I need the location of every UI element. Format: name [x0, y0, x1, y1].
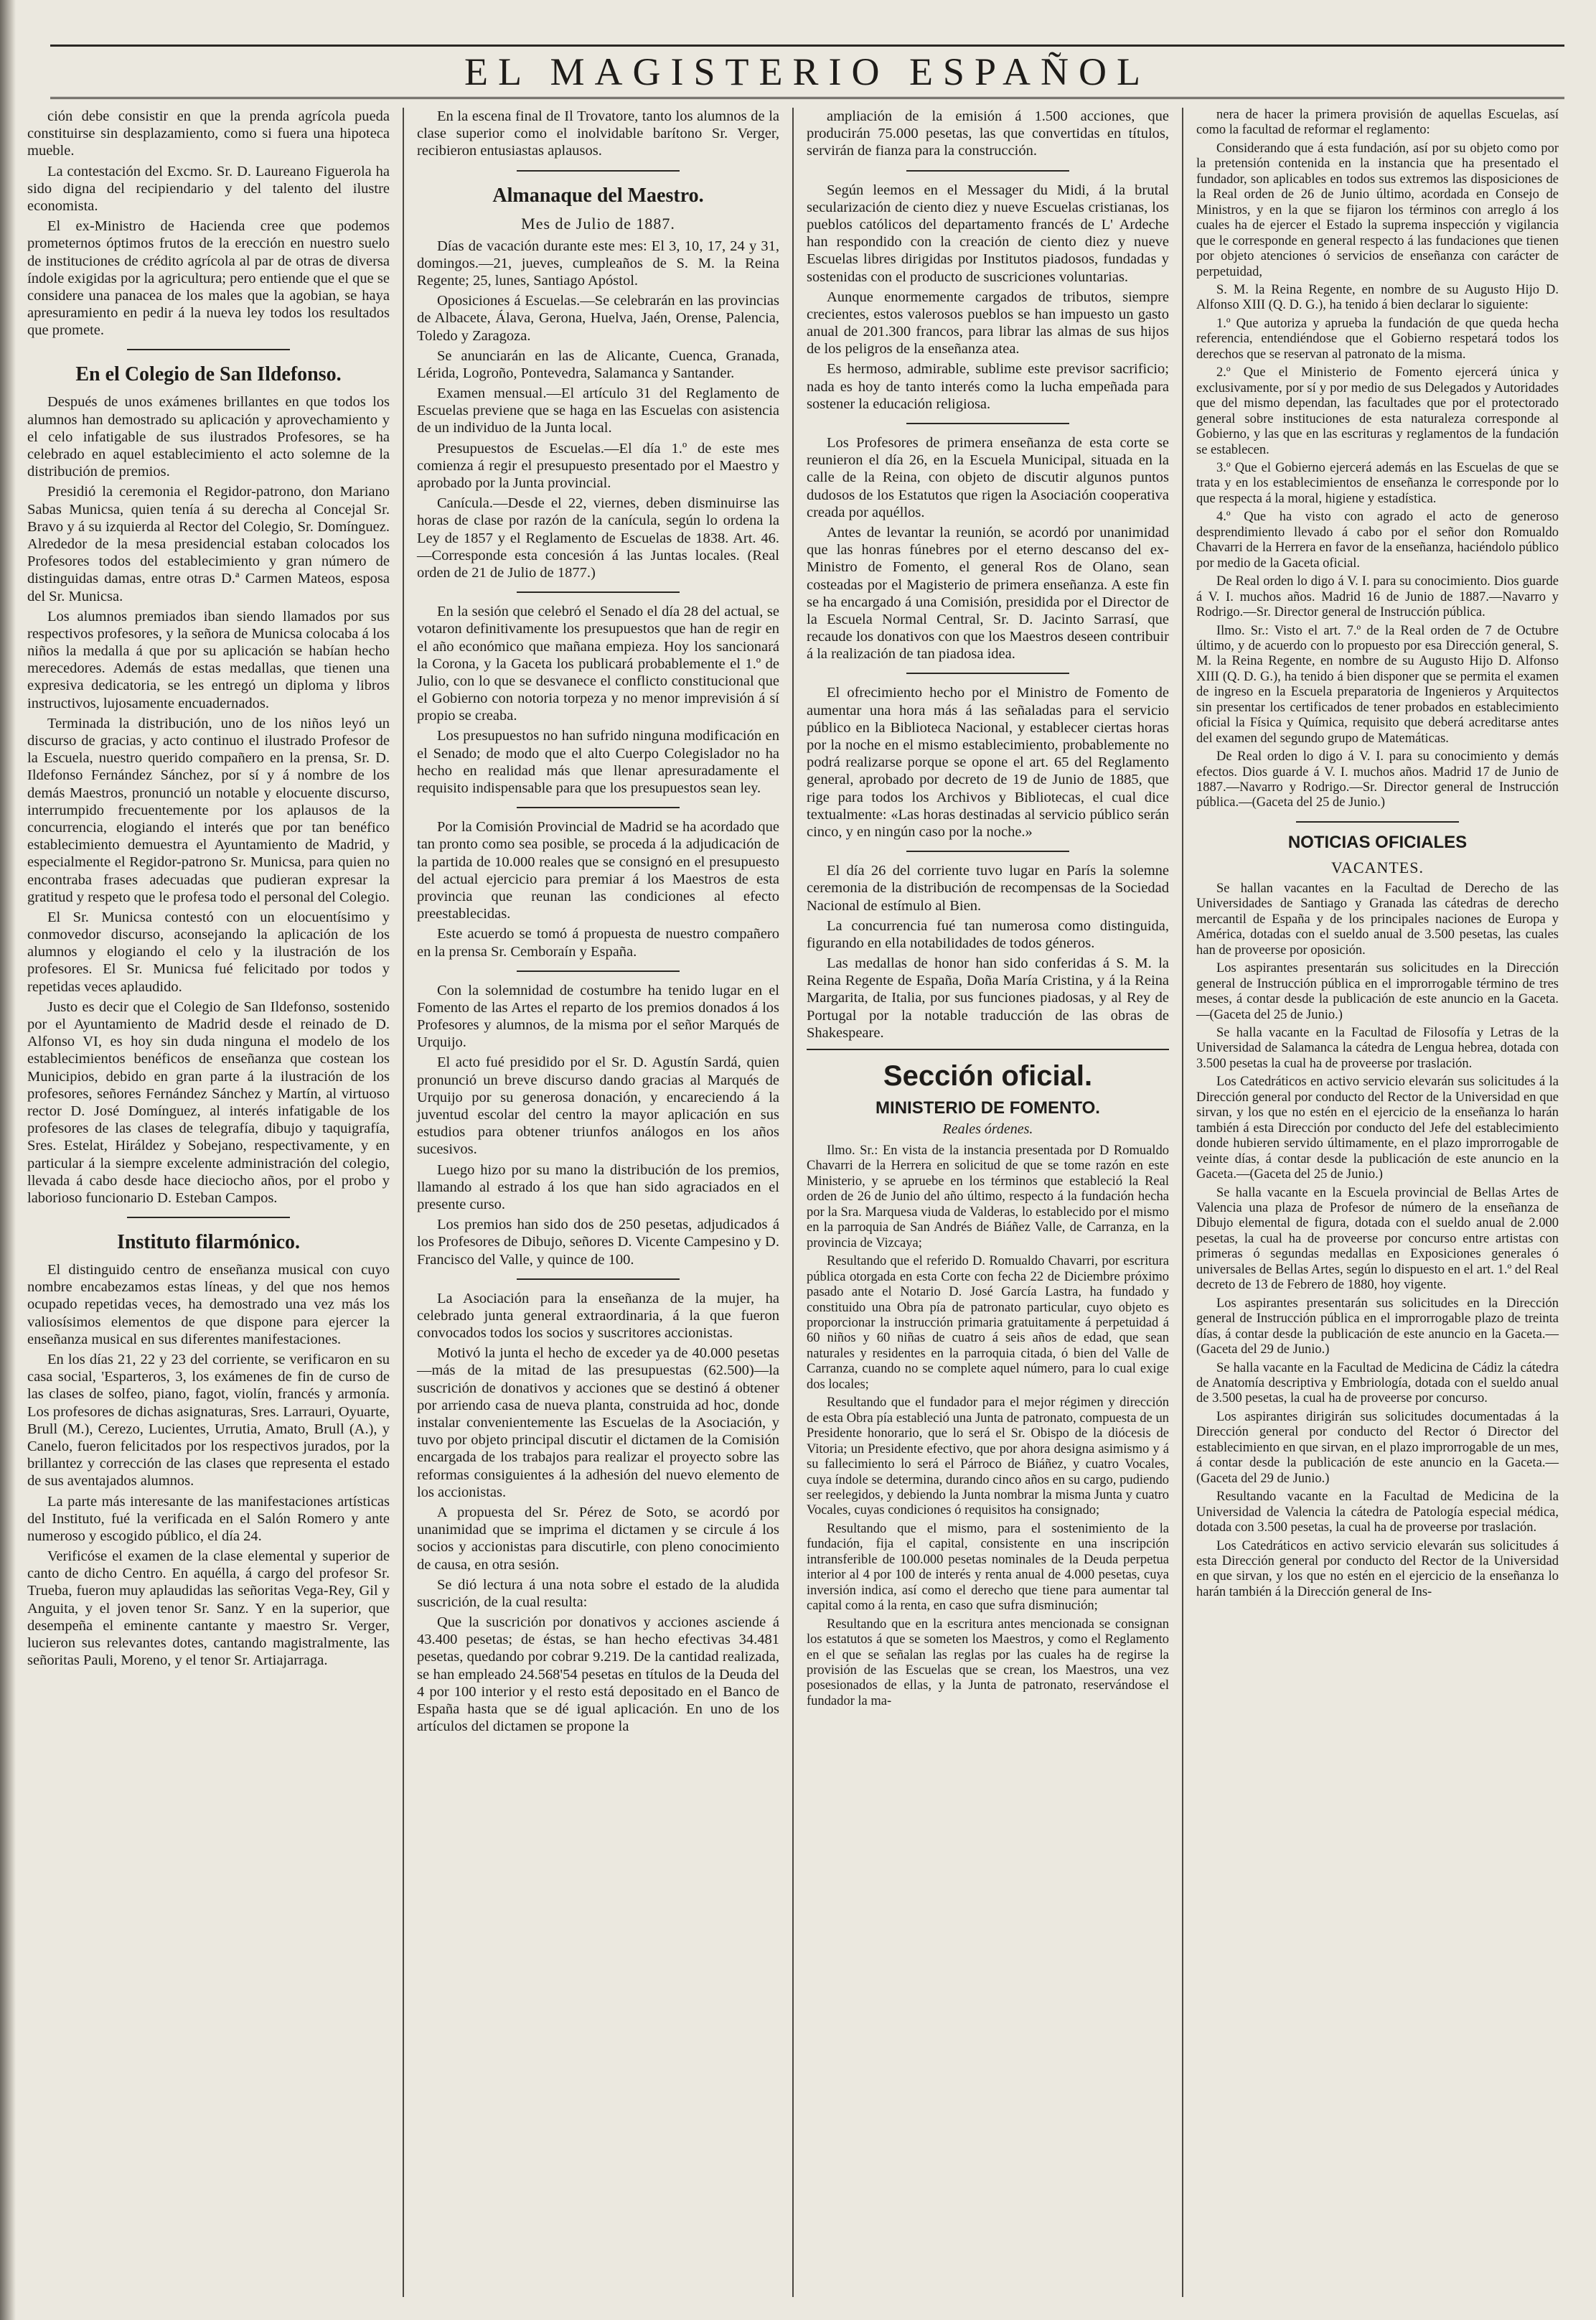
columns: [14, 108, 1572, 2297]
paragraph: De Real orden lo digo á V. I. para su conocimiento y demás efectos. Dios guarde á V. I. muchos años. Madrid 17 de Junio de 1887.—Navarro y Rodrigo.—Sr. Director general de Instrucción pública.—(Gaceta del 25 de Junio.): [1196, 749, 1559, 810]
paragraph: 4.º Que ha visto con agrado el acto de generoso desprendimiento llevado á cabo por el señor don Romualdo Chavarri de la Herrera en favor de la enseñanza, haciéndolo público por medio de la Gaceta oficial.: [1196, 510, 1559, 571]
page-fold-shadow: [0, 0, 16, 2320]
noticias-article: [1196, 881, 1559, 1600]
paragraph: Se hallan vacantes en la Facultad de Derecho de las Universidades de Santiago y Granada las cátedras de derecho mercantil de España y de los principales naciones de Europa y América, dotadas con el sueldo anual de 3.500 pesetas, las cuales han de proveerse por oposición.: [1196, 881, 1559, 958]
paragraph: De Real orden lo digo á V. I. para su conocimiento. Dios guarde á V. I. muchos años. Madrid 16 de Junio de 1887.—Navarro y Rodrigo.—Sr. Director general de Instrucción pública.: [1196, 574, 1559, 620]
paragraph: 2.º Que el Ministerio de Fomento ejercerá única y exclusivamente, por sí y por medio de sus Delegados y Autoridades que del mismo dependan, las facultades que por el protectorado general sobre instituciones de esta naturaleza corresponde al Gobierno, y las que en las escrituras y reglamentos de la fundación se establecen.: [1196, 365, 1559, 457]
intro-block: [807, 108, 1169, 160]
paragraph: Resultando que en la escritura antes mencionada se consignan los estatutos á que se someten los Maestros, y como el Reglamento en el que se señalan las reglas por las cuales ha de regirse la provisión de las Escuelas que se crean, los Maestros, una vez posesionados de ellas, y la Junta de patronato, reservándose el fundador la ma-: [807, 1617, 1169, 1708]
separator-rule: [906, 673, 1069, 674]
paragraph: El Sr. Municsa contestó con un elocuentísimo y conmovedor discurso, aconsejando la aplicación de los alumnos y elogiando el celo y la ilustración de los profesores. El Sr. Municsa fué felicitado por todos y repetidas veces aplaudido.: [27, 909, 390, 995]
paragraph: Los aspirantes presentarán sus solicitudes en la Dirección general de Instrucción pública en el improrrogable término de tres meses, á contar desde la publicación de este anuncio en la Gaceta.—(Gaceta del 25 de Junio.): [1196, 961, 1559, 1022]
paragraph: Por la Comisión Provincial de Madrid se ha acordado que tan pronto como sea posible, se proceda á la adjudicación de la partida de 10.000 reales que se consignó en el presupuesto del actual ejercicio para premiar á los Maestros de esta provincia que reunan las condiciones al efecto preestablecidas.: [417, 819, 779, 922]
paragraph: Los aspirantes dirigirán sus solicitudes documentadas á la Dirección general por conducto del Rector ó Director del establecimiento en que sirvan, en el plazo improrrogable de un mes, á contar desde la publicación de este anuncio en la Gaceta.—(Gaceta del 29 de Junio.): [1196, 1409, 1559, 1486]
intro-block: [417, 108, 779, 160]
paragraph: El ofrecimiento hecho por el Ministro de Fomento de aumentar una hora más á las señaladas para el servicio público en la Biblioteca Nacional, y establecer ciertas horas por la noche en el mismo establecimiento, probablemente no podrá realizarse porque se opone el art. 65 del Reglamento general, aprobado por decreto de 19 de Junio de 1885, que rige para todos los Archivos y Bibliotecas, el cual dice textualmente: «Las horas destinadas al servicio público serán cinco, y en ningún caso por la noche.»: [807, 685, 1169, 840]
heading-vacantes: VACANTES.: [1330, 858, 1424, 876]
paragraph: El día 26 del corriente tuvo lugar en París la solemne ceremonia de la distribución de recompensas de la Sociedad Nacional de estímulo al Bien.: [807, 863, 1169, 914]
column-1: [14, 108, 404, 2297]
paragraph: El distinguido centro de enseñanza musical con cuyo nombre encabezamos estas líneas, y del que nos hemos ocupado repetidas veces, ha demostrado una vez más los valiosísimos elementos de que dispone para ejercer la enseñanza musical en sus diferentes manifestaciones.: [27, 1262, 390, 1347]
paragraph: Los Catedráticos en activo servicio elevarán sus solicitudes á la Dirección general por conducto del Rector de la Universidad en que sirvan, y los que no estén en el ejercicio de la enseñanza lo harán también á esta Dirección por conducto del Jefe del establecimiento donde hubieren servido últimamente, en el plazo improrrogable de veinte días, á contar desde la publicación de este anuncio en la Gaceta.—(Gaceta del 25 de Junio.): [1196, 1075, 1559, 1182]
paragraph: Es hermoso, admirable, sublime este previsor sacrificio; nada es hoy de tanto interés como la lucha empeñada para sostener la educación religiosa.: [807, 361, 1169, 412]
paragraph: Se halla vacante en la Facultad de Filosofía y Letras de la Universidad de Salamanca la cátedra de Lengua hebrea, dotada con 3.500 pesetas la cual ha de proveerse por traslación.: [1196, 1026, 1559, 1071]
paragraph: Verificóse el examen de la clase elemental y superior de canto de dicho Centro. En aquélla, á cargo del profesor Sr. Trueba, fueron muy aplaudidas las señoritas Vega-Rey, Gil y Anguita, y el joven tenor Sr. Sanz. Y en la superior, que desempeña el eminente cantante y maestro Sr. Verger, lucieron sus relevantes dotes, cantando magistralmente, las señoritas Pauli, Moreno, y el tenor Sr. Artiajarraga.: [27, 1548, 390, 1669]
paragraph: En la sesión que celebró el Senado el día 28 del actual, se votaron definitivamente los presupuestos que han de regir en el año económico que mañana empieza. Hoy los sancionará la Corona, y la Gaceta los publicará probablemente el 1.º de Julio, con lo que se desvanece el conflicto constitucional que el Gobierno con notoria torpeza y no menor imprevisión á sí propio se creaba.: [417, 604, 779, 724]
paragraph: ción debe consistir en que la prenda agrícola pueda constituirse sin desplazamiento, como si fuera una hipoteca mueble.: [27, 108, 390, 159]
paragraph: Los premios han sido dos de 250 pesetas, adjudicados á los Profesores de Dibujo, señores D. Vicente Campesino y D. Francisco del Valle, y quince de 100.: [417, 1217, 779, 1268]
paragraph: Los alumnos premiados iban siendo llamados por sus respectivos profesores, y la señora de Municsa colocaba á los niños la medalla á que por su aplicación se habían hecho merecedores. Además de estas medallas, que tienen una expresiva dedicatoria, se les entregó un diploma y libros instructivos, lujosamente encuadernados.: [27, 608, 390, 711]
paragraph: Los Catedráticos en activo servicio elevarán sus solicitudes á esta Dirección general por conducto del Rector de la Universidad en que sirvan, y los que no estén en el ejercicio de la enseñanza lo harán también á la Dirección general de Ins-: [1196, 1538, 1559, 1599]
paragraph: La concurrencia fué tan numerosa como distinguida, figurando en ella notabilidades de todos géneros.: [807, 917, 1169, 951]
fomento-article: [417, 982, 779, 1268]
separator-rule: [517, 170, 680, 172]
paragraph: 1.º Que autoriza y aprueba la fundación de que queda hecha referencia, entendiéndose que el Gobierno respetará todos los derechos que se reservan al patronato de la misma.: [1196, 316, 1559, 362]
column-3: [794, 108, 1183, 2297]
comision-article: [417, 818, 779, 960]
paragraph: Resultando vacante en la Facultad de Medicina de la Universidad de Valencia la cátedra de Patología especial médica, dotada con 3.500 pesetas, la cual ha de proveerse por traslación.: [1196, 1489, 1559, 1535]
oficial-article: [807, 1143, 1169, 1709]
paragraph: El acto fué presidido por el Sr. D. Agustín Sardá, quien pronunció un breve discurso dando gracias al Marqués de Urquijo por su generosa donación, y encareciendo á la juventud escolar del centro la mayor aplicación en sus estudios para obtener triunfos análogos en los años sucesivos.: [417, 1054, 779, 1158]
separator-rule: [906, 170, 1069, 172]
separator-rule: [906, 851, 1069, 852]
paragraph: En los días 21, 22 y 23 del corriente, se verificaron en su casa social, 'Esparteros, 3, los exámenes de fin de curso de las clases de solfeo, piano, fagot, violín, francés y armonía. Los profesores de dichas asignaturas, Sres. Larrauri, Oyuarte, Brull (M.), Cerezo, Lucientes, Urrutia, Amato, Brull (A.), y Canelo, fueron felicitados por los respectivos jurados, por la brillantez y corrección de las clases que representa el estado de sus aventajados alumnos.: [27, 1352, 390, 1489]
paragraph: Presidió la ceremonia el Regidor-patrono, don Mariano Sabas Municsa, quien tenía á su derecha al Concejal Sr. Bravo y á su izquierda al Rector del Colegio, Sr. Domínguez. Alrededor de la mesa presidencial estaban colocados los Profesores todos del establecimiento y gran número de distinguidas damas, entre otras D.ª Carmen Mateos, esposa del Sr. Municsa.: [27, 484, 390, 604]
paragraph: Terminada la distribución, uno de los niños leyó un discurso de gracias, y acto continuo el ilustrado Profesor de la Escuela, nuestro querido compañero en la prensa, Sr. D. Ildefonso Fernández Sánchez, por sí y á nombre de los demás Maestros, pronunció un notable y elocuente discurso, interrumpido frecuentemente por los aplausos de la concurrencia, elogiando el interés que por tan benéfico establecimiento demuestra el Ayuntamiento de Madrid, y especialmente el Regidor-patrono Sr. Municsa, para quien no encontraba frases adecuadas que pudieran expresar la gratitud y respeto que le profesa todo el personal del Colegio.: [27, 715, 390, 905]
separator-rule: [517, 970, 680, 972]
section-rule: [807, 1049, 1169, 1050]
paragraph: Los aspirantes presentarán sus solicitudes en la Dirección general de Instrucción pública en el improrrogable plazo de treinta días, á contar desde la publicación de este anuncio en la Gaceta.—(Gaceta del 29 de Junio.): [1196, 1296, 1559, 1357]
paragraph: En la escena final de Il Trovatore, tanto los alumnos de la clase superior como el inolvidable barítono Sr. Verger, recibieron entusiastas aplausos.: [417, 108, 779, 159]
column-4: [1183, 108, 1572, 2297]
paragraph: Después de unos exámenes brillantes en que todos los alumnos han demostrado su aplicación y aprovechamiento y el celo infatigable de sus ilustrados Profesores, se ha celebrado en aquel establecimiento el acto solemne de la distribución de premios.: [27, 394, 390, 480]
heading-noticias: NOTICIAS OFICIALES: [1287, 832, 1468, 852]
paragraph: La Asociación para la enseñanza de la mujer, ha celebrado junta general extraordinaria, á la que fueron convocados todos los socios y suscritores accionistas.: [417, 1290, 779, 1342]
paragraph: Se anunciarán en las de Alicante, Cuenca, Granada, Lérida, Logroño, Pontevedra, Salamanca y Santander.: [417, 347, 779, 381]
paragraph: S. M. la Reina Regente, en nombre de su Augusto Hijo D. Alfonso XIII (Q. D. G.), ha tenido á bien declarar lo siguiente:: [1196, 282, 1559, 313]
messager-article: [807, 182, 1169, 413]
asociacion-article: [417, 1290, 779, 1736]
senado-article: [417, 603, 779, 797]
heading-almanaque: Almanaque del Maestro.: [492, 184, 704, 207]
paragraph: Resultando que el referido D. Romualdo Chavarri, por escritura pública otorgada en esta Corte con fecha 22 de Diciembre próximo pasado ante el Notario D. José García Lastra, ha fundado y constituido una Obra pía de patronato particular, cuyo objeto es proporcionar la instrucción primaria gratuitamente á perpetuidad á 60 niños y 60 niñas de cuatro á seis años de edad, que sean naturales y residentes en la parroquia citada, ó bien del Valle de Carranza, cuando no se complete aquel número, para lo cual exige dos locales;: [807, 1254, 1169, 1392]
paragraph: Antes de levantar la reunión, se acordó por unanimidad que las honras fúnebres por el eterno descanso del ex-Ministro de Fomento, el general Ros de Olano, sean costeadas por el Magisterio de primera enseñanza. A este fin se ha encargado á una Comisión, presidida por el Director de la Escuela Normal Central, Sr. D. Jacinto Sarrasí, que recaude los donativos con que los Maestros deseen contribuir á la realización de tan piadosa idea.: [807, 524, 1169, 663]
separator-rule: [517, 591, 680, 593]
paragraph: Canícula.—Desde el 22, viernes, deben disminuirse las horas de clase por razón de la canícula, según lo ordena la Ley de 1857 y el Reglamento de Escuelas de 1838. Art. 46.—Corresponde esta concesión á las Juntas locales. (Real orden de 21 de Julio de 1877.): [417, 495, 779, 581]
paragraph: Oposiciones á Escuelas.—Se celebrarán en las provincias de Albacete, Álava, Gerona, Huelva, Jaén, Orense, Palencia, Toledo y Zaragoza.: [417, 293, 779, 344]
paragraph: Motivó la junta el hecho de exceder ya de 40.000 pesetas—más de la mitad de las presupuestas (62.500)—la suscrición de donativos y acciones que se destinó á obtener por arriendo casa de nueva planta, construida ad hoc, donde instalar convenientemente las Escuelas de la Asociación, y tuvo por objeto principal discutir el dictamen de la Comisión encargada de los trabajos para realizar el proyecto sobre las reformas consiguientes á la adhesión del nuevo elemento de los accionistas.: [417, 1345, 779, 1500]
paragraph: Se halla vacante en la Escuela provincial de Bellas Artes de Valencia una plaza de Profesor de número de la enseñanza de Dibujo elemental de figura, dotada con el sueldo anual de 2.000 pesetas, la cual ha de proveerse por concurso entre artistas con primeras ó segundas medallas en Exposiciones generales ó universales de Bellas Artes, según lo dispuesto en el art. 1.º del Real decreto de 13 de Febrero de 1880, hoy vigente.: [1196, 1185, 1559, 1293]
separator-rule: [127, 1217, 290, 1218]
separator-rule: [127, 349, 290, 350]
paragraph: Examen mensual.—El artículo 31 del Reglamento de Escuelas previene que se haga en las Escuelas con asistencia de un individuo de la Junta local.: [417, 385, 779, 436]
paragraph: Este acuerdo se tomó á propuesta de nuestro compañero en la prensa Sr. Cemboraín y España.: [417, 926, 779, 960]
separator-rule: [1296, 821, 1459, 823]
section-title-oficial: Sección oficial.: [883, 1060, 1093, 1092]
separator-rule: [906, 423, 1069, 424]
paragraph: ampliación de la emisión á 1.500 acciones, que producirán 75.000 pesetas, las que convertidas en títulos, servirán de fianza para la construcción.: [807, 108, 1169, 159]
paris-article: [807, 862, 1169, 1042]
paragraph: nera de hacer la primera provisión de aquellas Escuelas, así como la facultad de reformar el reglamento:: [1196, 108, 1559, 138]
paragraph: Resultando que el mismo, para el sostenimiento de la fundación, fija el capital, consistente en una inscripción intransferible de 100.000 pesetas nominales de la Deuda perpetua interior al 4 por 100 de interés y renta anual de 4.000 pesetas, cuya inversión indica, así como el derecho que tiene para aumentar tal capital como á la renta, en caso que sufra disminución;: [807, 1521, 1169, 1614]
paragraph: Resultando que el fundador para el mejor régimen y dirección de esta Obra pía estableció una Junta de patronato, compuesta de un Presidente honorario, que lo será el Sr. Obispo de la diócesis de Vitoria; un Presidente efectivo, que por ahora designa asimismo y á su fallecimiento lo será el Párroco de Biáñez, y cuatro Vocales, cuya índole se determina, durando cinco años en su cargo, pudiendo ser reelegidos, y debiendo la Junta nombrar la misma Junta y cuatro Vocales, cuyas condiciones ó requisitos ha consignado;: [807, 1395, 1169, 1518]
paragraph: 3.º Que el Gobierno ejercerá además en las Escuelas de que se trata y en los establecimientos de enseñanza le corresponde por lo que respecta á la moral, higiene y estadística.: [1196, 460, 1559, 506]
paragraph: Las medallas de honor han sido conferidas á S. M. la Reina Regente de España, Doña María Cristina, y á la Reina Margarita, de Italia, por sus funciones piadosas, y al Rey de Portugal por la notable traducción de las obras de Shakespeare.: [807, 955, 1169, 1041]
paragraph: Se halla vacante en la Facultad de Medicina de Cádiz la cátedra de Anatomía descriptiva y Embriología, dotada con el sueldo anual de 3.500 pesetas, la cual ha de proveerse por concurso.: [1196, 1360, 1559, 1406]
paragraph: Justo es decir que el Colegio de San Ildefonso, sostenido por el Ayuntamiento de Madrid desde el reinado de D. Alfonso VI, es hoy sin duda ninguna el modelo de los establecimientos benéficos de enseñanza que costean los Municipios, debido en gran parte á la ilustración de los profesores, señores Fernández Sánchez y Martín, al virtuoso rector D. José Domínguez, al interés infatigable de los profesores de las clases de telegrafía, dibujo y taquigrafía, Sres. Estelat, Hiráldez y Sobejano, respectivamente, y en particular á la siempre excelente administración del colegio, llevada á cabo desde hace dieciocho años, por el probo y laborioso funcionario D. Esteban Campos.: [27, 998, 390, 1206]
subheading-almanaque: Mes de Julio de 1887.: [521, 214, 675, 233]
masthead: [50, 45, 1564, 99]
colegio-article: [27, 393, 390, 1207]
paragraph: Ilmo. Sr.: Visto el art. 7.º de la Real orden de 7 de Octubre último, y de acuerdo con lo propuesto por esa Dirección general, S. M. la Reina Regente, en nombre de su Augusto Hijo D. Alfonso XIII (Q. D. G.), ha tenido á bien disponer que se permita el examen de ingreso en la Escuela preparatoria de Ingenieros y Arquitectos sin presentar los certificados de tener probados en establecimiento oficial la Física y Química, requisito que deberá acreditarse antes del examen del segundo grupo de Matemáticas.: [1196, 623, 1559, 746]
real-orden-continuation: [1196, 108, 1559, 811]
heading-instituto: Instituto filarmónico.: [116, 1231, 301, 1254]
paragraph: Los presupuestos no han sufrido ninguna modificación en el Senado; de modo que el alto Cuerpo Colegislador no ha hecho en realidad más que llenar apresuradamente el requisito indispensable para que los presupuestos sean ley.: [417, 728, 779, 796]
paragraph: Que la suscrición por donativos y acciones asciende á 43.400 pesetas; de éstas, se han hecho efectivas 34.481 pesetas, quedando por cobrar 9.219. De la cantidad realizada, se han empleado 24.568'54 pesetas en títulos de la Deuda del 4 por 100 interior y el resto está depositado en el Banco de España hasta que se dé igual aplicación. En uno de los artículos del dictamen se propone la: [417, 1614, 779, 1735]
paragraph: Considerando que á esta fundación, así por su objeto como por la pretensión contenida en la instancia que ha presentado el fundador, son aplicables en todos sus extremos las disposiciones de la Real orden de 26 de Junio último, acordada en Consejo de Ministros, y en la que se fijaron los términos con arreglo á los cuales ha de ejercer el Estado la suprema inspección y vigilancia que le corresponde en general respecto á las fundaciones que tienen por objeto atenciones ó servicios de enseñanza con carácter de perpetuidad,: [1196, 141, 1559, 279]
ministry-heading: MINISTERIO DE FOMENTO.: [876, 1098, 1100, 1118]
ofrecimiento-article: [807, 684, 1169, 841]
paragraph: La parte más interesante de las manifestaciones artísticas del Instituto, fué la verificada en el Salón Romero y ante numeroso y escogido público, el día 24.: [27, 1493, 390, 1544]
paragraph: La contestación del Excmo. Sr. D. Laureano Figuerola ha sido digna del recipiendario y del talento del ilustre economista.: [27, 163, 390, 214]
paragraph: Presupuestos de Escuelas.—El día 1.º de este mes comienza á regir el presupuesto presentado por el Maestro y aprobado por la Junta provincial.: [417, 440, 779, 491]
column-2: [404, 108, 794, 2297]
paragraph: Aunque enormemente cargados de tributos, siempre crecientes, estos valerosos pueblos se han impuesto un gasto anual de 201.300 francos, para librar las almas de sus hijos de los peligros de la enseñanza atea.: [807, 289, 1169, 357]
separator-rule: [517, 1278, 680, 1280]
profesores-article: [807, 434, 1169, 663]
reales-ordenes-heading: Reales órdenes.: [942, 1121, 1033, 1137]
heading-colegio: En el Colegio de San Ildefonso.: [75, 363, 342, 386]
paragraph: Ilmo. Sr.: En vista de la instancia presentada por D Romualdo Chavarri de la Herrera en solicitud de que se tome razón en este Ministerio, y se apruebe en los términos que estableció la Real orden de 26 de Junio del año último, respecto á la fundación hecha por la Sra. Marquesa viuda de Valderas, lo establecido por el mismo en la parroquia de San Andrés de Biáñez Valle, de Carranza, en la provincia de Vizcaya;: [807, 1143, 1169, 1250]
almanaque-article: [417, 238, 779, 582]
paragraph: El ex-Ministro de Hacienda cree que podemos prometernos óptimos frutos de la erección en nuestro suelo de instituciones de crédito agrícola al par de otras de diversa índole exigidas por la agricultura; pero entiende que el que se considere una panacea de los males que la agobian, se haya apresuramiento en pedir á la nueva ley todos los resultados que promete.: [27, 218, 390, 339]
paragraph: Días de vacación durante este mes: El 3, 10, 17, 24 y 31, domingos.—21, jueves, cumpleaños de S. M. la Reina Regente; 25, lunes, Santiago Apóstol.: [417, 238, 779, 289]
paragraph: Se dió lectura á una nota sobre el estado de la aludida suscrición, de la cual resulta:: [417, 1576, 779, 1610]
paragraph: Los Profesores de primera enseñanza de esta corte se reunieron el día 26, en la Escuela Municipal, situada en la calle de la Reina, con objeto de discutir algunos puntos dudosos de los Estatutos que rigen la Asociación cooperativa creada por aquéllos.: [807, 435, 1169, 520]
newspaper-title: EL MAGISTERIO ESPAÑOL: [464, 50, 1151, 93]
instituto-article: [27, 1261, 390, 1669]
intro-block: [27, 108, 390, 339]
separator-rule: [517, 807, 680, 808]
paragraph: Luego hizo por su mano la distribución de los premios, llamando al estrado á los que han sido agraciados en el presente curso.: [417, 1161, 779, 1212]
paragraph: A propuesta del Sr. Pérez de Soto, se acordó por unanimidad que se imprima el dictamen y se circule á los socios y accionistas para discutirle, con pleno conocimiento de causa, en otra sesión.: [417, 1504, 779, 1573]
paragraph: Según leemos en el Messager du Midi, á la brutal secularización de ciento diez y nueve Escuelas cristianas, los pueblos católicos del departamento francés de L' Ardeche han respondido con la creación de ciento diez y nueve Escuelas libres dirigidas por Institutos piadosos, fundadas y sostenidas con el producto de suscriciones voluntarias.: [807, 182, 1169, 285]
paragraph: Con la solemnidad de costumbre ha tenido lugar en el Fomento de las Artes el reparto de los premios donados á los Profesores y alumnos, de la misma por el señor Marqués de Urquijo.: [417, 982, 779, 1051]
